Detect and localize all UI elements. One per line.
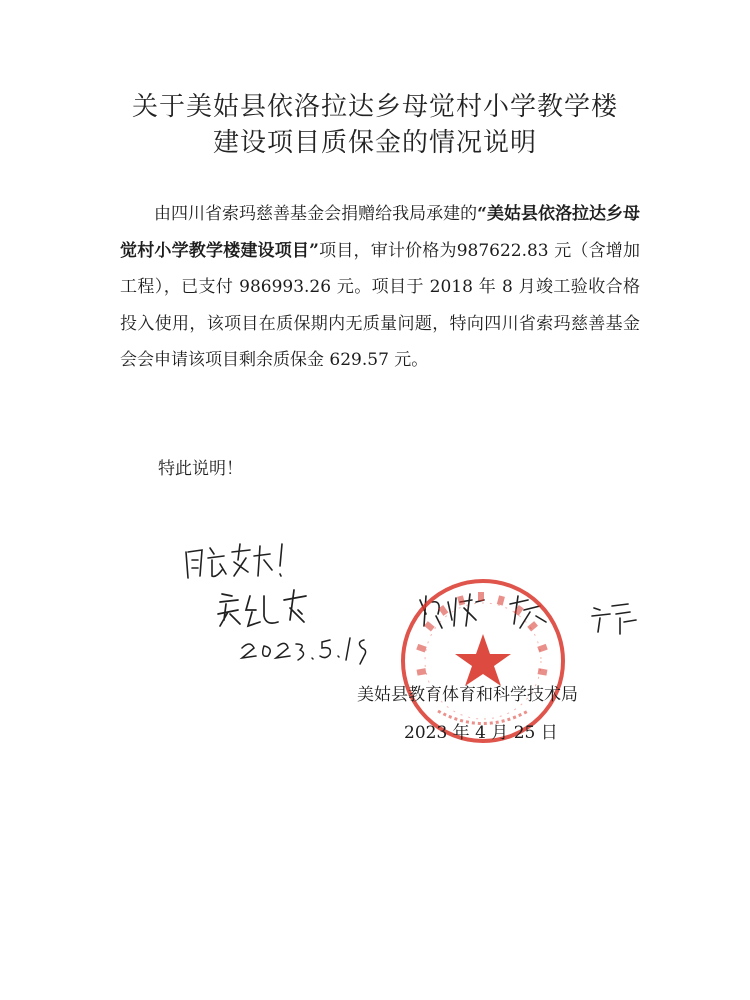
signature-organization: 美姑县教育体育和科学技术局 <box>357 685 578 705</box>
body-paragraph <box>120 196 640 379</box>
seal-star-icon <box>455 634 511 686</box>
document-title-line1: 关于美姑县依洛拉达乡母觉村小学教学楼 <box>131 92 618 122</box>
handwritten-approval-date <box>242 638 366 664</box>
signature-date: 2023 年 4 月 25 日 <box>404 723 558 743</box>
closing-remark: 特此说明！ <box>158 459 243 479</box>
body-text-part1: 由四川省索玛慈善基金会捐赠给我局承建的 <box>154 204 478 224</box>
handwritten-name-signature <box>218 590 306 626</box>
project-name-bold: “美姑县依洛拉达乡母觉村小学教学楼建设项目” <box>120 204 641 261</box>
body-text-part2: 项目，审计价格为987622.83 元（含增加工程），已支付 986993.26 元。项目于 2018 年 8 月竣工验收合格投入使用，该项目在质保期内无质量问题，特向四川省索玛慈善基金会会申请该项目剩余质保金 629.57 元。 <box>120 240 641 370</box>
handwritten-approval-note <box>186 544 282 578</box>
document-title-line2: 建设项目质保金的情况说明 <box>212 128 537 158</box>
